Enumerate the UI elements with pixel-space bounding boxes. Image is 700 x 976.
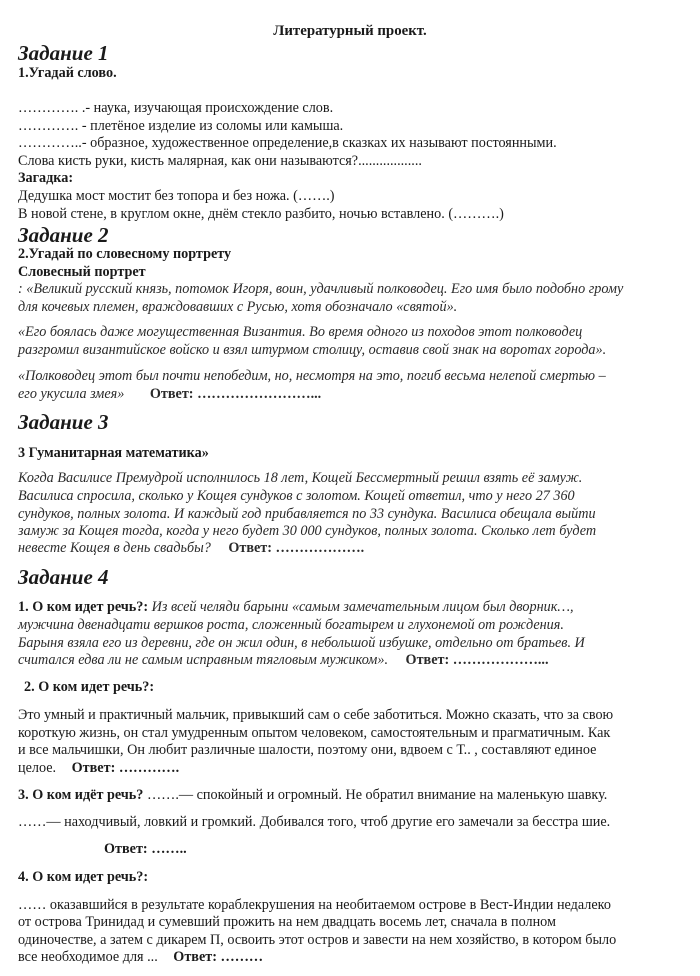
q1-text: мужчина двенадцати вершков роста, сложенный богатырем и глухонемой от рождения. [18,617,564,633]
task-1-heading: Задание 1 [18,41,109,65]
portrait-label: Словесный портрет [18,264,146,280]
q2-answer-label: Ответ [71,760,111,776]
task-4-heading: Задание 4 [18,565,109,589]
task-2-heading: Задание 2 [18,223,109,247]
q3-label: 3. О ком идёт речь? [18,787,144,803]
q2-answer-dots: : …………. [110,760,180,776]
task-1-line: …………..- образное, художественное определение,в сказках их называют постоянными. [18,135,557,151]
q1-text: считался едва ли не самым исправным тягловым мужиком». [18,652,388,668]
portrait-paragraph: : «Великий русский князь, потомок Игоря, воин, удачливый полководец. Его имя было подобно грому [18,281,624,297]
task-3-answer: Ответ: ………………. [228,540,365,556]
q4-text: все необходимое для ... [18,949,158,965]
q4-text: …… оказавшийся в результате кораблекрушения на необитаемом острове в Вест-Индии недалеко [18,897,611,913]
task-3-text: замуж за Кощея тогда, когда у него будет 30 000 сундуков, полных золота. Сколько лет будет [18,523,597,539]
q2-text: и все мальчишки, Он любит различные шалости, поэтому они, вдвоем с Т.. , составляют единое [18,742,597,758]
task-3-question: невесте Кощея в день свадьбы? [18,540,211,556]
document-title: Литературный проект. [273,23,427,39]
q2-label: 2. О ком идет речь?: [24,679,155,695]
portrait-last-text: его укусила змея» [18,386,125,402]
q3-answer: Ответ: …….. [104,841,187,857]
portrait-paragraph: «Полководец этот был почти непобедим, но, несмотря на это, погиб весьма нелепой смертью – [18,368,606,384]
q2-text: Это умный и практичный мальчик, привыкший сам о себе заботиться. Можно сказать, что за свою [18,707,614,723]
q2-text: короткую жизнь, он стал умудренным опытом человеком, самостоятельным и прагматичным. Как [18,725,611,741]
q1-text: Из всей челяди барыни «самым замечательным лицом был дворник…, [151,599,574,615]
task-3-text-last [18,539,364,557]
q3-text: …….— спокойный и огромный. Не обратил внимание на маленькую шавку. [143,787,608,803]
riddle-label: Загадка: [18,170,74,186]
q3-first-line [18,786,607,804]
task-3-text: Когда Василисе Премудрой исполнилось 18 лет, Кощей Бессмертный решил взять её замуж. [18,470,583,486]
task-1-line: …………. .- наука, изучающая происхождение слов. [18,100,334,116]
q1-answer: Ответ: ………………... [405,652,549,668]
q4-answer: Ответ: ……… [173,949,264,965]
q2-text-last [18,759,179,777]
task-3-text: Василиса спросила, сколько у Кощея сундуков с золотом. Кощей ответил, что у него 27 360 [18,488,575,504]
riddle-text: В новой стене, в круглом окне, днём стекло разбито, ночью вставлено. (……….) [18,206,504,222]
task-2-subheading: 2.Угадай по словесному портрету [18,246,232,262]
portrait-paragraph: для кочевых племен, враждовавших с Русью, хотя обозначало «святой». [18,299,458,315]
task-3-heading: Задание 3 [18,410,109,434]
task-1-line: Слова кисть руки, кисть малярная, как они называются?.................. [18,153,422,169]
task-2-answer: Ответ: ……………………... [149,386,322,402]
q1-first-line [18,598,574,616]
riddle-text: Дедушка мост мостит без топора и без ножа. (…….) [18,188,335,204]
q4-text: от острова Тринидад и сумевший прожить на нем двадцать восемь лет, сначала в полном [18,914,556,930]
q1-text: Барыня взяла его из деревни, где он жил один, в небольшой избушке, отдельно от братьев. И [18,635,585,651]
portrait-paragraph: «Его боялась даже могущественная Византия. Во время одного из походов этот полководец [18,324,583,340]
task-1-line: …………. - плетёное изделие из соломы или камыша. [18,118,344,134]
q1-text-last [18,651,549,669]
task-1-subheading: 1.Угадай слово. [18,65,117,81]
q4-text-last [18,948,263,966]
q1-label: 1. О ком идет речь?: [18,599,149,615]
q2-text: целое. [18,760,57,776]
portrait-paragraph-last [18,385,321,403]
portrait-paragraph: разгромил византийское войско и взял штурмом столицу, оставив свой знак на воротах города». [18,342,607,358]
q3-text: ……— находчивый, ловкий и громкий. Добивался того, чтоб другие его замечали за бесстра шие. [18,814,611,830]
q4-text: одиночестве, а затем с дикарем П, освоить этот остров и завести на нем хозяйство, в котором было [18,932,617,948]
q4-label: 4. О ком идет речь?: [18,869,149,885]
task-3-text: сундуков, полных золота. И каждый год прибавляется по 33 сундука. Василиса обещала выйти [18,506,596,522]
task-3-subheading: 3 Гуманитарная математика» [18,445,209,461]
